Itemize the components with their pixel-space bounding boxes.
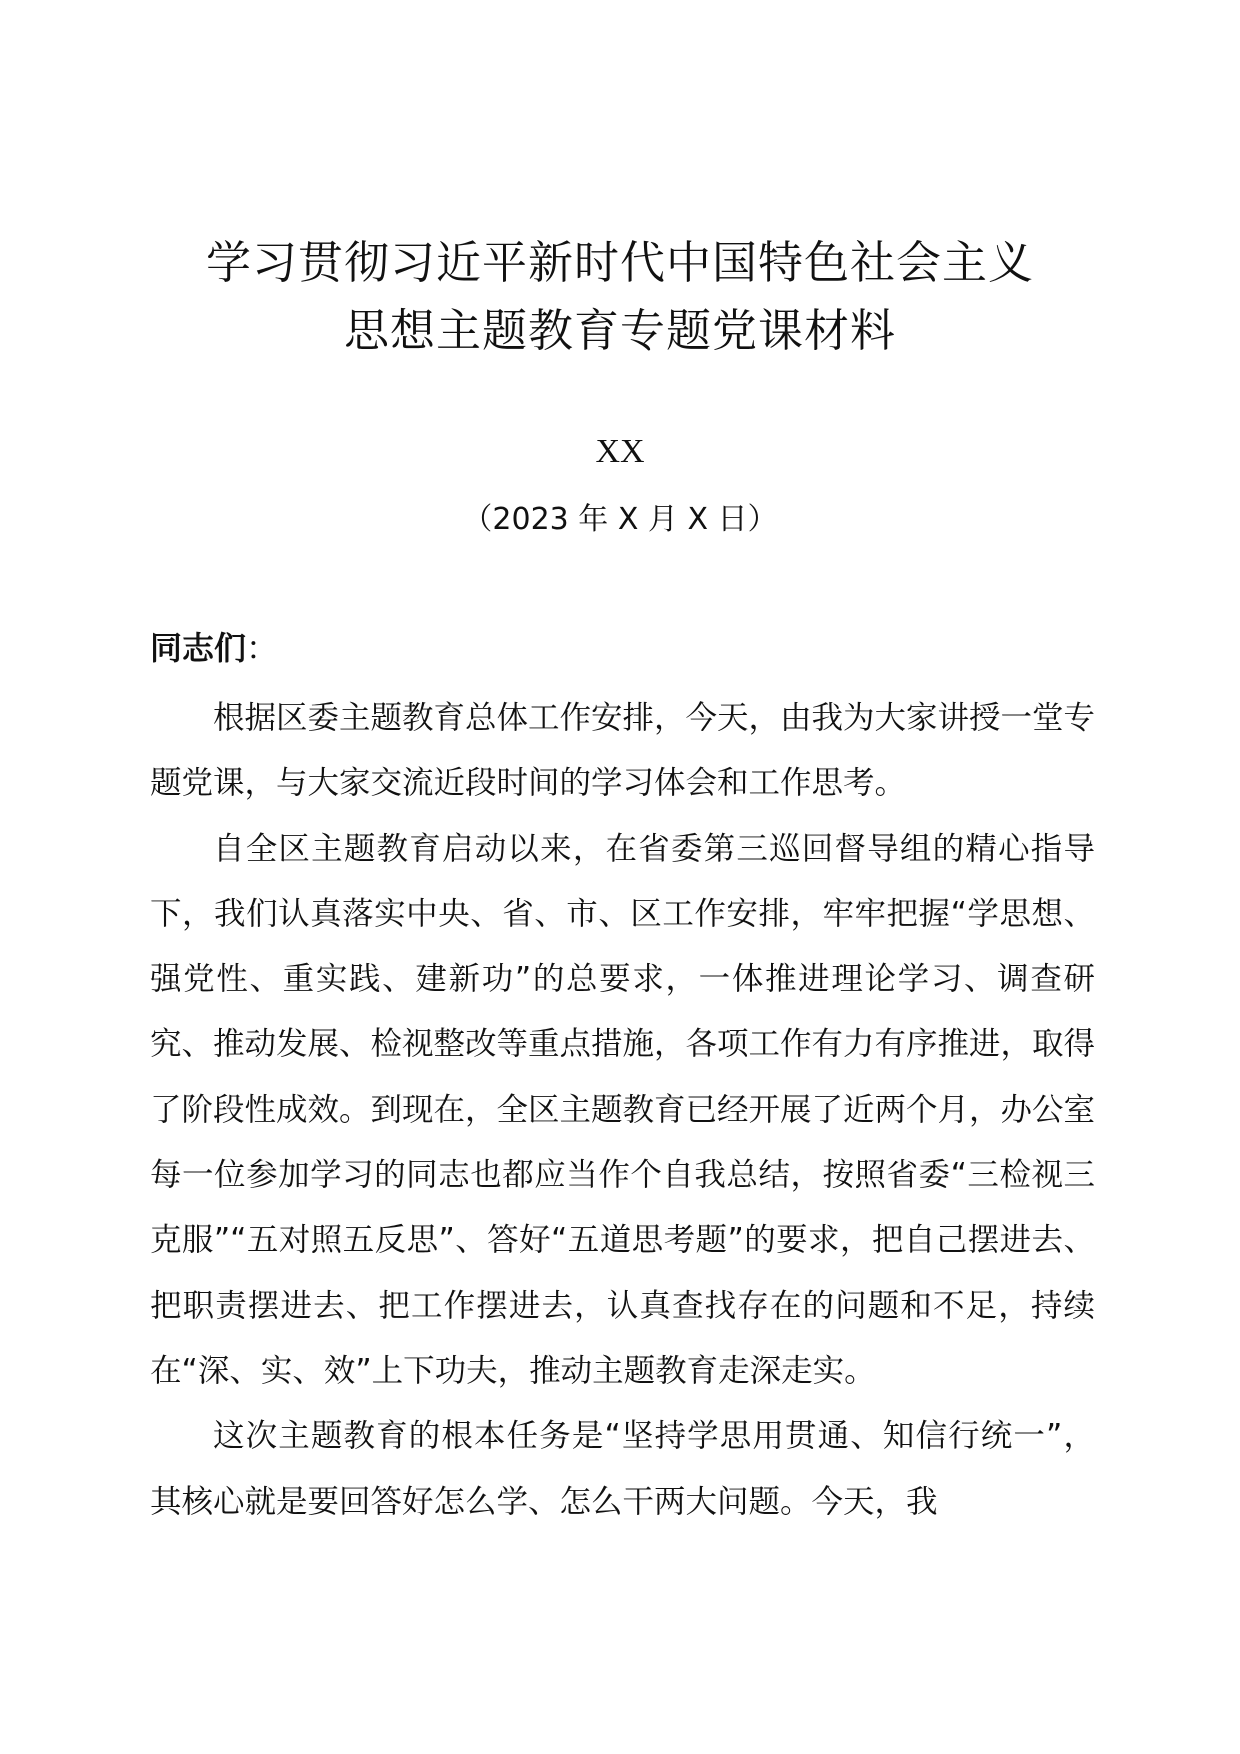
- salutation-text: 同志们: [150, 629, 247, 667]
- paragraph: 自全区主题教育启动以来，在省委第三巡回督导组的精心指导下，我们认真落实中央、省、市、区工作安排，牢牢把握“学思想、强党性、重实践、建新功”的总要求，一体推进理论学习、调查研究、推动发展、检视整改等重点措施，各项工作有力有序推进，取得了阶段性成效。到现在，全区主题教育已经开展了近两个月，办公室每一位参加学习的同志也都应当作个自我总结，按照省委“三检视三克服”“五对照五反思”、答好“五道思考题”的要求，把自己摆进去、把职责摆进去、把工作摆进去，认真查找存在的问题和不足，持续在“深、实、效”上下功夫，推动主题教育走深走实。: [150, 830, 1096, 1389]
- paragraph: 根据区委主题教育总体工作安排，今天，由我为大家讲授一堂专题党课，与大家交流近段时间的学习体会和工作思考。: [150, 700, 1096, 802]
- body-text: [150, 686, 1095, 1535]
- document-title-line-1: 学习贯彻习近平新时代中国特色社会主义: [205, 236, 1034, 289]
- author: XX: [595, 433, 645, 470]
- date: （2023 年 X 月 X 日）: [462, 502, 778, 537]
- salutation-colon: ：: [246, 629, 279, 667]
- salutation: [150, 626, 278, 670]
- paragraph: 这次主题教育的根本任务是“坚持学思用贯通、知信行统一”，其核心就是要回答好怎么学、怎么干两大问题。今天，我: [150, 1418, 1095, 1520]
- document-title-line-2: 思想主题教育专题党课材料: [343, 304, 896, 357]
